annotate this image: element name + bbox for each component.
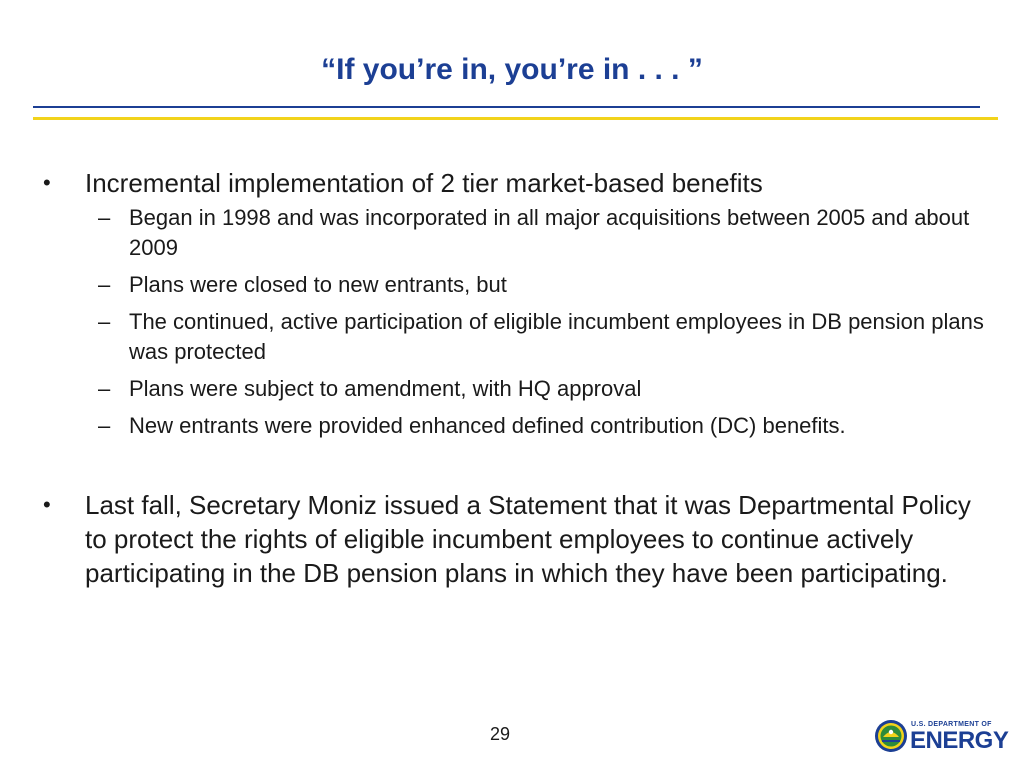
sub-bullet-marker: – bbox=[98, 272, 111, 297]
bullet-text: Last fall, Secretary Moniz issued a Statement that it was Departmental Policy to protect the rights of eligible incumbent employees to continue actively participating in the DB pension plans in which they have been participating. bbox=[85, 490, 971, 588]
sub-bullet-text: The continued, active participation of eligible incumbent employees in DB pension plans was protected bbox=[129, 309, 984, 364]
slide-title: “If you’re in, you’re in . . . ” bbox=[321, 53, 703, 86]
sub-bullet-item bbox=[85, 203, 990, 263]
slide-body bbox=[40, 166, 990, 590]
sub-bullet-text: Plans were subject to amendment, with HQ approval bbox=[129, 376, 642, 401]
page-number: 29 bbox=[489, 724, 511, 744]
sub-bullet-list bbox=[85, 203, 990, 441]
sub-bullet-item bbox=[85, 307, 990, 367]
bullet-item bbox=[40, 488, 990, 590]
sub-bullet-text: Began in 1998 and was incorporated in all major acquisitions between 2005 and about 2009 bbox=[129, 205, 970, 260]
sub-bullet-marker: – bbox=[98, 205, 111, 230]
sub-bullet-marker: – bbox=[98, 413, 111, 438]
doe-seal-icon bbox=[874, 719, 908, 753]
spacer bbox=[40, 448, 990, 488]
logo-department-text: U.S. DEPARTMENT OF bbox=[911, 721, 992, 728]
bullet-text: Incremental implementation of 2 tier market-based benefits bbox=[85, 168, 763, 198]
bullet-marker: • bbox=[43, 492, 51, 517]
sub-bullet-item bbox=[85, 270, 990, 300]
logo-energy-text: ENERGY bbox=[910, 727, 1009, 754]
title-divider-gold bbox=[33, 117, 998, 120]
bullet-marker: • bbox=[43, 170, 51, 195]
sub-bullet-item bbox=[85, 374, 990, 404]
sub-bullet-marker: – bbox=[98, 309, 111, 334]
sub-bullet-marker: – bbox=[98, 376, 111, 401]
sub-bullet-text: Plans were closed to new entrants, but bbox=[129, 272, 507, 297]
sub-bullet-text: New entrants were provided enhanced defined contribution (DC) benefits. bbox=[129, 413, 846, 438]
bullet-item bbox=[40, 166, 990, 200]
title-divider-blue bbox=[33, 106, 980, 108]
doe-logo bbox=[874, 717, 1009, 757]
sub-bullet-item bbox=[85, 411, 990, 441]
